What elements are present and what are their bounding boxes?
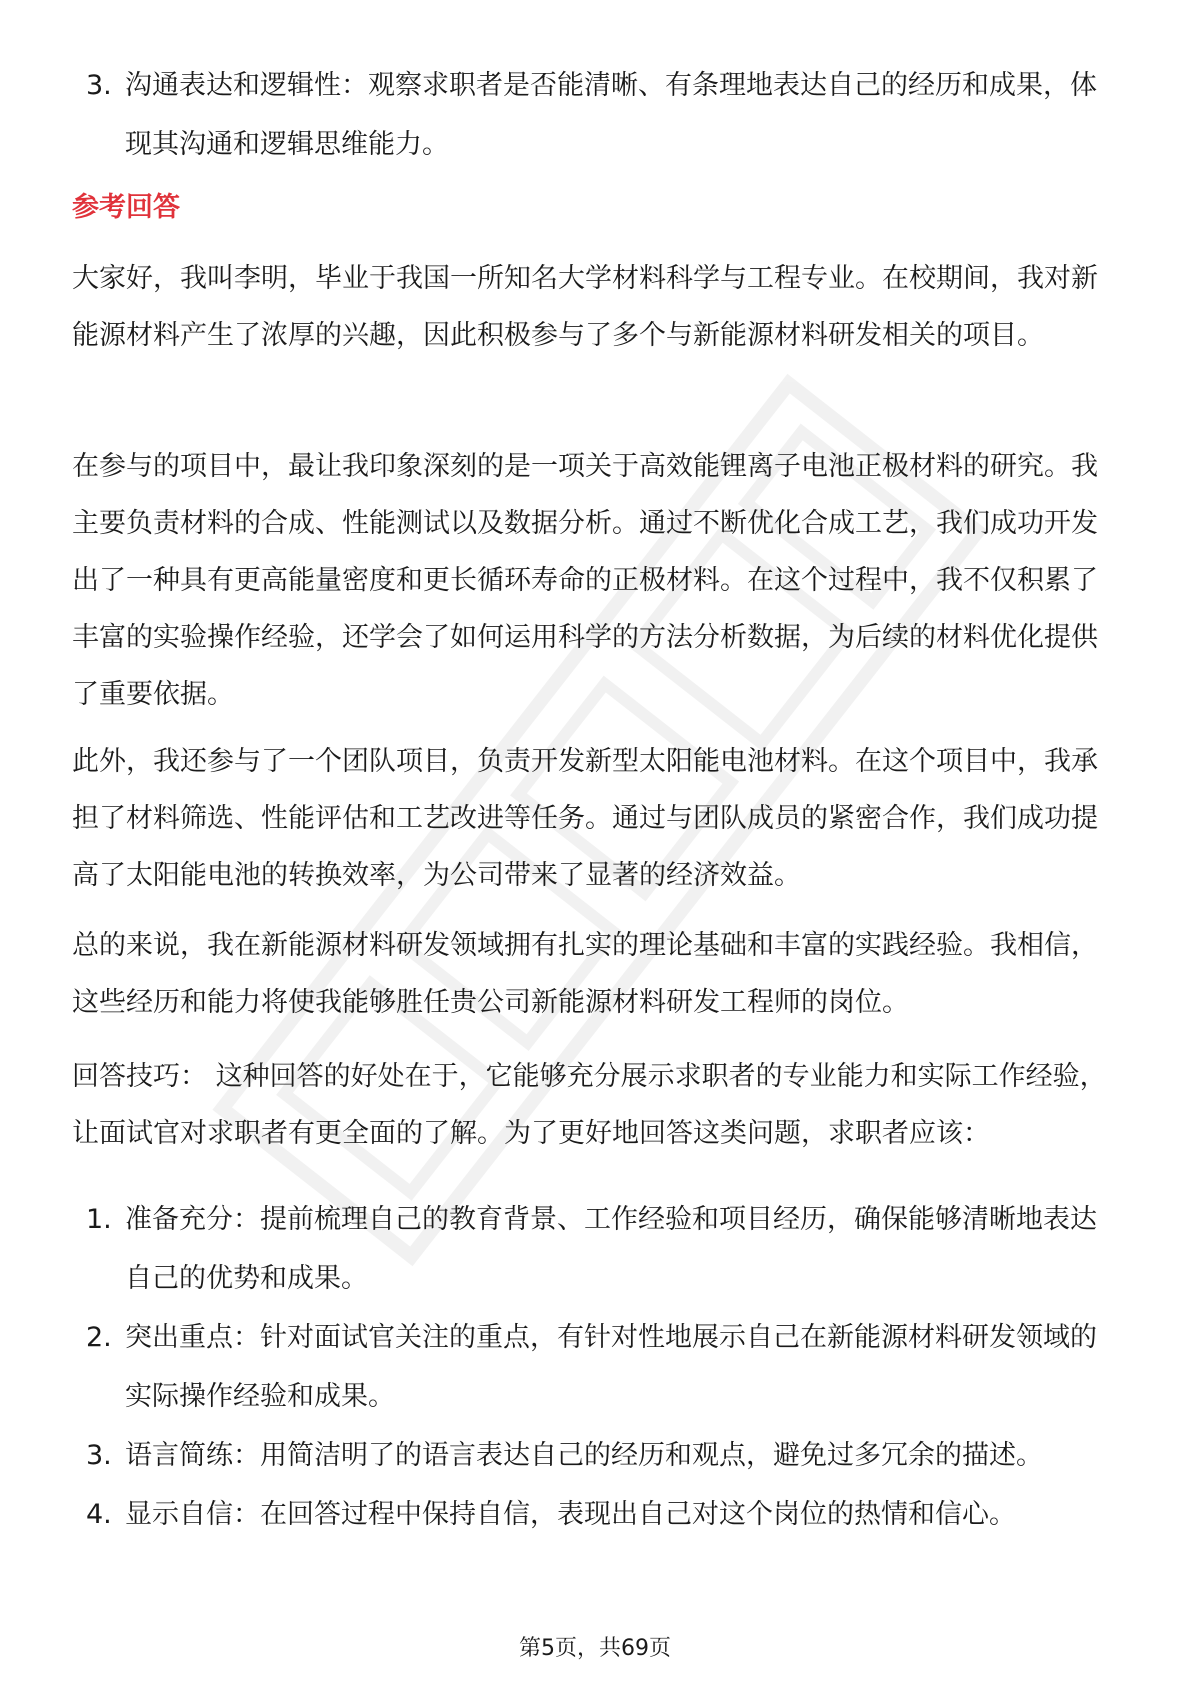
paragraph-intro: 大家好，我叫李明，毕业于我国一所知名大学材料科学与工程专业。在校期间，我对新能源材料产生了浓厚的兴趣，因此积极参与了多个与新能源材料研发相关的项目。 [72,263,1098,351]
list-number: 3. [86,1440,112,1471]
list-text: 语言简练：用简洁明了的语言表达自己的经历和观点，避免过多冗余的描述。 [125,1440,1043,1471]
tips-list [72,1190,1118,1544]
list-number: 3. [86,70,112,101]
evaluation-list [72,56,1118,174]
paragraph-project: 在参与的项目中，最让我印象深刻的是一项关于高效能锂离子电池正极材料的研究。我主要负责材料的合成、性能测试以及数据分析。通过不断优化合成工艺，我们成功开发出了一种具有更高能量密度和更长循环寿命的正极材料。在这个过程中，我不仅积累了丰富的实验操作经验，还学会了如何运用科学的方法分析数据，为后续的材料优化提供了重要依据。 [72,451,1098,710]
list-text: 沟通表达和逻辑性：观察求职者是否能清晰、有条理地表达自己的经历和成果，体现其沟通和逻辑思维能力。 [125,70,1097,160]
paragraph-summary: 总的来说，我在新能源材料研发领域拥有扎实的理论基础和丰富的实践经验。我相信，这些经历和能力将使我能够胜任贵公司新能源材料研发工程师的岗位。 [72,930,1098,1018]
list-text: 突出重点：针对面试官关注的重点，有针对性地展示自己在新能源材料研发领域的实际操作经验和成果。 [125,1322,1097,1412]
list-item [72,1190,1118,1308]
list-item [72,1308,1118,1426]
list-number: 1. [86,1204,112,1235]
paragraph-tips: 回答技巧： 这种回答的好处在于，它能够充分展示求职者的专业能力和实际工作经验，让面试官对求职者有更全面的了解。为了更好地回答这类问题，求职者应该： [72,1061,1107,1149]
section-title: 参考回答 [72,192,180,223]
paragraph-team: 此外，我还参与了一个团队项目，负责开发新型太阳能电池材料。在这个项目中，我承担了材料筛选、性能评估和工艺改进等任务。通过与团队成员的紧密合作，我们成功提高了太阳能电池的转换效率，为公司带来了显著的经济效益。 [72,746,1098,891]
list-number: 2. [86,1322,112,1353]
list-number: 4. [86,1499,112,1530]
list-item [72,1426,1118,1485]
list-text: 显示自信：在回答过程中保持自信，表现出自己对这个岗位的热情和信心。 [125,1499,1016,1530]
list-item [72,56,1118,174]
list-item [72,1485,1118,1544]
list-text: 准备充分：提前梳理自己的教育背景、工作经验和项目经历，确保能够清晰地表达自己的优势和成果。 [125,1204,1097,1294]
page-footer: 第5页，共69页 [519,1636,671,1661]
